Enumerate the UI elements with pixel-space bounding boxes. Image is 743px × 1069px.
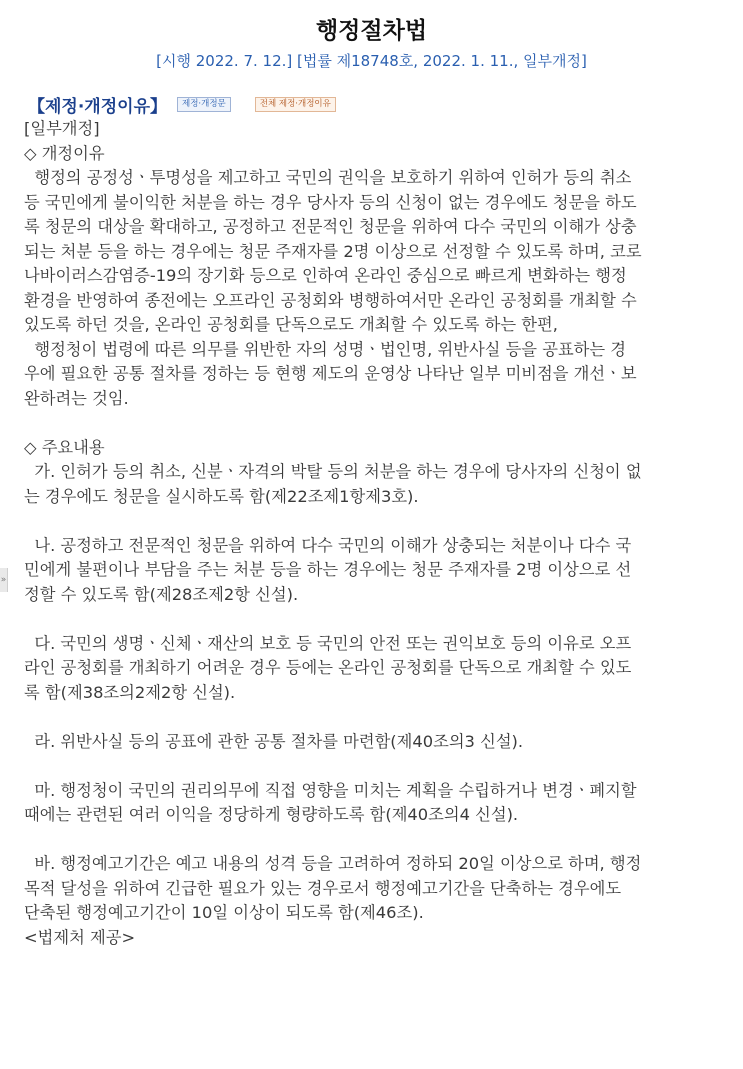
spacer [24,411,714,436]
item-ma-line: 때에는 관련된 여러 이익을 정당하게 형량하도록 함(제40조의4 신설). [24,805,519,824]
item-na-line: 나. 공정하고 전문적인 청문을 위하여 다수 국민의 이해가 상충되는 처분이나 다수 국 [24,535,632,555]
item-ra-line: 라. 위반사실 등의 공표에 관한 공통 절차를 마련함(제40조의3 신설). [24,731,524,751]
item-da-line: 다. 국민의 생명ㆍ신체ㆍ재산의 보호 등 국민의 안전 또는 권익보호 등의 이유로 오프 [24,633,632,653]
reason-line: 행정청이 법령에 따른 의무를 위반한 자의 성명ㆍ법인명, 위반사실 등을 공표하는 경 [24,339,627,359]
reason-line: 되는 처분 등을 하는 경우에는 청문 주재자를 2명 이상으로 선정할 수 있도록 하며, 코로 [24,241,642,261]
spacer [24,828,714,853]
side-panel-toggle[interactable]: » [0,568,8,592]
page-title: 행정절차법 [315,18,428,44]
item-na-line: 민에게 불편이나 부담을 주는 처분 등을 하는 경우에는 청문 주재자를 2명 이상으로 선 [24,560,632,579]
item-da-line: 록 함(제38조의2제2항 신설). [24,682,236,702]
reason-header [28,92,336,117]
section-heading-main-content: ◇ 주요내용 [24,437,105,457]
item-ga-line: 가. 인허가 등의 취소, 신분ㆍ자격의 박탈 등의 처분을 하는 경우에 당사자의 신청이 없 [24,462,642,481]
section-heading-reason: ◇ 개정이유 [24,143,105,163]
reason-line: 록 청문의 대상을 확대하고, 공정하고 전문적인 청문을 위하여 다수 국민의 이해가 상충 [24,217,637,236]
item-ga-line: 는 경우에도 청문을 실시하도록 함(제22조제1항제3호). [24,486,419,506]
item-ba-line: 목적 달성을 위하여 긴급한 필요가 있는 경우로서 행정예고기간을 단축하는 경우에도 [24,878,622,898]
item-ba-line: 단축된 행정예고기간이 10일 이상이 되도록 함(제46조). [24,903,424,922]
reason-line: 나바이러스감염증-19의 장기화 등으로 인하여 온라인 중심으로 빠르게 변화하는 행정 [24,266,627,285]
amendment-type: [일부개정] [24,119,100,138]
reason-line: 있도록 하던 것을, 온라인 공청회를 단독으로도 개최할 수 있도록 하는 한편, [24,315,558,334]
item-na-line: 정할 수 있도록 함(제28조제2항 신설). [24,584,299,604]
spacer [24,754,714,779]
item-ma-line: 마. 행정청이 국민의 권리의무에 직접 영향을 미치는 계획을 수립하거나 변경ㆍ폐지할 [24,780,637,800]
item-da-line: 라인 공청회를 개최하기 어려운 경우 등에는 온라인 공청회를 단독으로 개최할 수 있도 [24,658,632,677]
amendment-text-button[interactable]: 제정·개정문 [177,97,231,112]
reason-line: 우에 필요한 공통 절차를 정하는 등 현행 제도의 운영상 나타난 일부 미비점을 개선ㆍ보 [24,364,637,383]
reason-line: 행정의 공정성ㆍ투명성을 제고하고 국민의 권익을 보호하기 위하여 인허가 등의 취소 [24,168,632,187]
item-ba-line: 바. 행정예고기간은 예고 내용의 성격 등을 고려하여 정하되 20일 이상으로 하며, 행정 [24,854,642,873]
reason-line: 환경을 반영하여 종전에는 오프라인 공청회와 병행하여서만 온라인 공청회를 개최할 수 [24,290,637,310]
reason-body [24,117,714,950]
spacer [24,509,714,534]
full-amendment-reason-button[interactable]: 전체 제정·개정이유 [255,97,336,112]
law-info-subtitle: [시행 2022. 7. 12.] [법률 제18748호, 2022. 1. 11., 일부개정] [156,52,587,70]
reason-line: 완하려는 것임. [24,388,129,408]
spacer [24,607,714,632]
reason-line: 등 국민에게 불이익한 처분을 하는 경우 당사자 등의 신청이 없는 경우에도 청문을 하도 [24,192,637,212]
reason-title: 【제정·개정이유】 [28,97,167,117]
spacer [24,705,714,730]
source-footer: <법제처 제공> [24,927,136,947]
